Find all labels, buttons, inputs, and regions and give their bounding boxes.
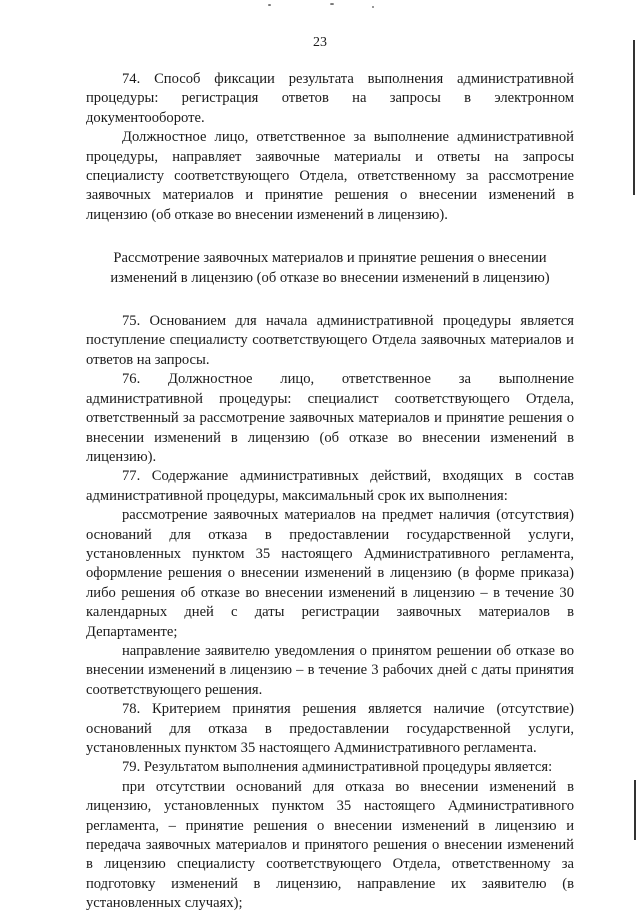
scan-speck xyxy=(330,3,334,5)
scan-edge xyxy=(633,40,635,195)
paragraph-74: 74. Способ фиксации результата выполнения административной процедуры: регистрация ответов на запросы в электронном документообороте. xyxy=(86,71,574,126)
paragraph-79-result: при отсутствии оснований для отказа во внесении изменений в лицензию, установленных пунктом 35 настоящего Административного регламента, – принятие решения о внесении изменений в лицензию и передача заявочных материалов и принятого решения о внесении изменений в лицензию специалисту соответствующего Отдела, ответственному за подготовку изменений в лицензию, направление их заявителю (в установленных случаях); xyxy=(86,778,574,912)
paragraph-77-review: рассмотрение заявочных материалов на предмет наличия (отсутствия) оснований для отказа в предоставлении государственной услуги, установленных пунктом 35 настоящего Административного регламента, оформление решения о внесении изменений в лицензию (в форме приказа) либо решения об отказе во внесении изменений в лицензию – в течение 30 календарных дней с даты регистрации заявочных материалов в Департаменте; xyxy=(86,507,574,640)
scan-speck xyxy=(268,4,271,6)
paragraph-76: 76. Должностное лицо, ответственное за выполнение административной процедуры: специалист соответствующего Отдела, ответственный за рассмотрение заявочных материалов и принятие решения о внесении изменений в лицензию (об отказе во внесении изменений в лицензию). xyxy=(86,371,574,465)
paragraph-79: 79. Результатом выполнения административной процедуры является: xyxy=(122,759,553,776)
scan-edge xyxy=(634,780,636,840)
paragraph-77-notify: направление заявителю уведомления о принятом решении об отказе во внесении изменений в лицензию – в течение 3 рабочих дней с даты принятия соответствующего решения. xyxy=(86,642,574,698)
paragraph-78: 78. Критерием принятия решения является наличие (отсутствие) оснований для отказа в предоставлении государственной услуги, установленных пунктом 35 настоящего Административного регламента. xyxy=(86,701,574,756)
paragraph-77: 77. Содержание административных действий, входящих в состав административной процедуры, максимальный срок их выполнения: xyxy=(86,468,574,504)
section-heading: Рассмотрение заявочных материалов и принятие решения о внесении изменений в лицензию (об отказе во внесении изменений в лицензию) xyxy=(110,250,550,286)
paragraph-75: 75. Основанием для начала административной процедуры является поступление специалисту соответствующего Отдела заявочных материалов и ответов на запросы. xyxy=(86,313,574,368)
scan-speck xyxy=(372,6,374,8)
page-number: 23 xyxy=(313,35,327,50)
document-body xyxy=(86,70,574,914)
paragraph-official-directs: Должностное лицо, ответственное за выполнение административной процедуры, направляет заявочные материалы и ответы на запросы специалисту соответствующего Отдела, ответственному за рассмотрение заявочных материалов и принятие решения о внесении изменений в лицензию (об отказе во внесении изменений в лицензию). xyxy=(86,129,574,223)
